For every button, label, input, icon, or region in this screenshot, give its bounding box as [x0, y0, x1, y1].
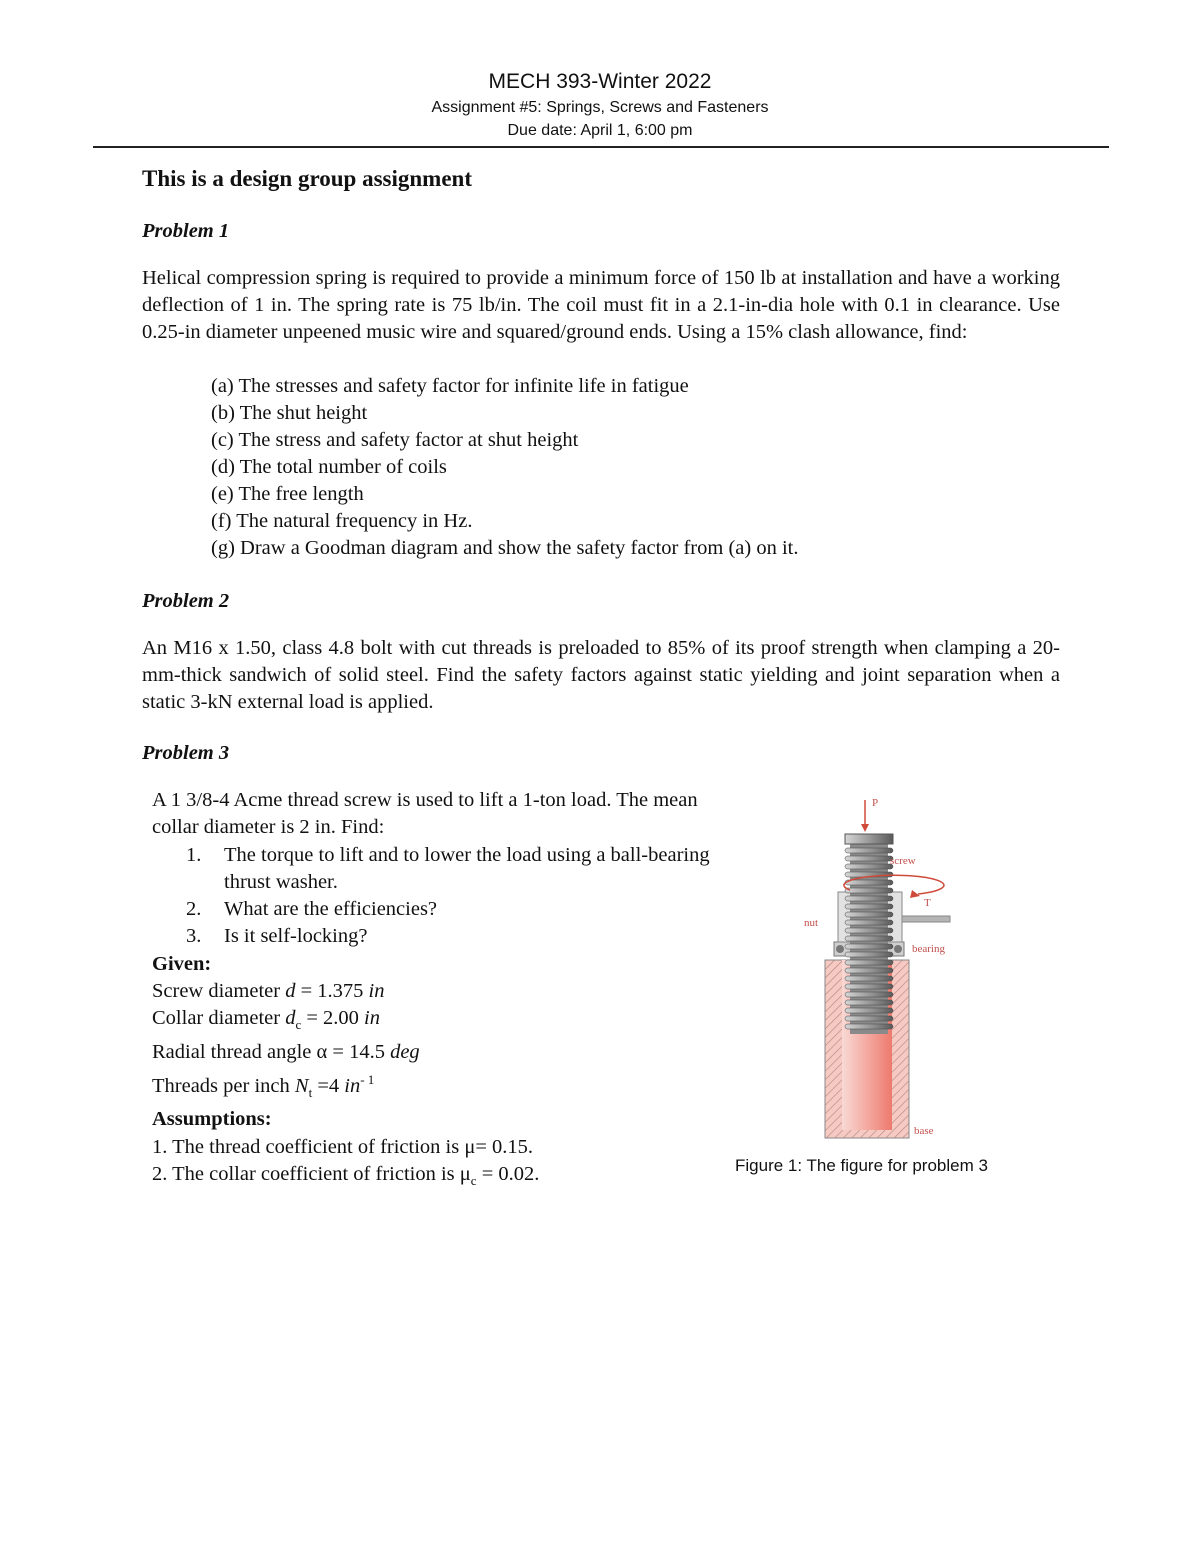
thread-coil — [845, 920, 893, 925]
problem-1-text — [142, 265, 1060, 346]
course-title: MECH 393-Winter 2022 — [488, 70, 712, 93]
thread-coil — [845, 848, 893, 853]
problem-2-text — [142, 635, 1060, 716]
label-nut: nut — [804, 917, 819, 929]
thread-coil — [845, 864, 893, 869]
thread-coil — [845, 952, 893, 957]
thread-coil — [845, 896, 893, 901]
given-collar-diameter: Collar diameter $d_c = 2.00$ in — [152, 1007, 380, 1033]
thread-coil — [845, 856, 893, 861]
screw-threads — [845, 844, 893, 1034]
assumption-1: 1. The thread coefficient of friction is μ= 0.15. — [152, 1135, 534, 1158]
thread-coil — [845, 1016, 893, 1021]
problem-3-title: Problem 3 — [142, 742, 230, 764]
thread-coil — [845, 912, 893, 917]
thread-coil — [845, 880, 893, 885]
bearing-ball — [836, 945, 844, 953]
figure-caption: Figure 1: The figure for problem 3 — [735, 1156, 988, 1175]
list-item: (g) Draw a Goodman diagram and show the safety factor from (a) on it. — [211, 537, 799, 559]
label-screw: screw — [890, 855, 916, 867]
label-bearing: bearing — [912, 943, 945, 955]
problem-3-text — [152, 787, 712, 1194]
problem-1-items — [211, 373, 798, 562]
list-item: 2. What are the efficiencies? — [186, 898, 438, 921]
label-base: base — [914, 1125, 934, 1137]
thread-coil — [845, 968, 893, 973]
thread-coil — [845, 1024, 893, 1029]
given-screw-diameter: Screw diameter d = 1.375 in — [152, 980, 385, 1003]
given-thread-angle: Radial thread angle α = 14.5 deg — [152, 1040, 420, 1063]
list-item: 3. Is it self-locking? — [186, 925, 368, 948]
label-torque: T — [924, 897, 931, 909]
list-item: 1. The torque to lift and to lower the load using a ball-bearing thrust washer. — [186, 843, 710, 893]
due-date: Due date: April 1, 6:00 pm — [507, 122, 693, 139]
thread-coil — [845, 976, 893, 981]
thread-coil — [845, 888, 893, 893]
page-title: This is a design group assignment — [142, 166, 472, 191]
list-item: (a) The stresses and safety factor for infinite life in fatigue — [211, 375, 689, 397]
list-item: (f) The natural frequency in Hz. — [211, 510, 473, 532]
label-load: P — [872, 797, 879, 809]
problem-2-paragraph: An M16 x 1.50, class 4.8 bolt with cut threads is preloaded to 85% of its proof strength when clamping a 20-mm-thick sandwich of solid steel. Find the safety factors against static yielding and joint separation when a static 3-kN external load is applied. — [142, 637, 1060, 713]
thread-coil — [845, 904, 893, 909]
list-item: (e) The free length — [211, 483, 364, 505]
problem-3-questions — [152, 842, 712, 951]
given-threads-per-inch: Threads per inch $N_t =4$ $in^{- 1}$ — [152, 1072, 375, 1100]
thread-coil — [845, 1000, 893, 1005]
problem-3-intro: A 1 3/8-4 Acme thread screw is used to lift a 1-ton load. The mean collar diameter is 2 in. Find: — [152, 789, 698, 839]
bearing-ball — [894, 945, 902, 953]
problem-1-title: Problem 1 — [142, 220, 230, 242]
handle — [902, 916, 950, 922]
thread-coil — [845, 928, 893, 933]
header-divider — [93, 146, 1109, 148]
given-label: Given: — [152, 952, 212, 975]
assignment-title: Assignment #5: Springs, Screws and Fasteners — [431, 99, 769, 116]
assumption-2: 2. The collar coefficient of friction is $\mu_c = 0.02$. — [152, 1162, 540, 1188]
list-item: (d) The total number of coils — [211, 456, 447, 478]
problem-2-title: Problem 2 — [142, 590, 230, 612]
thread-coil — [845, 960, 893, 965]
problem-1-paragraph: Helical compression spring is required to provide a minimum force of 150 lb at installation and have a working deflection of 1 in. The spring rate is 75 lb/in. The coil must fit in a 2.1-in-dia hole with 0.1 in clearance. Use 0.25-in diameter unpeened music wire and squared/ground ends. Using a 15% clash allowance, find: — [142, 267, 1060, 343]
thread-coil — [845, 936, 893, 941]
thread-coil — [845, 984, 893, 989]
load-platform — [845, 834, 893, 844]
thread-coil — [845, 944, 893, 949]
list-item: (b) The shut height — [211, 402, 368, 424]
list-item: (c) The stress and safety factor at shut height — [211, 429, 579, 451]
thread-coil — [845, 1008, 893, 1013]
load-arrowhead — [861, 824, 869, 832]
thread-coil — [845, 992, 893, 997]
assumptions-label: Assumptions: — [152, 1108, 272, 1131]
screw-jack-figure — [790, 792, 970, 1152]
